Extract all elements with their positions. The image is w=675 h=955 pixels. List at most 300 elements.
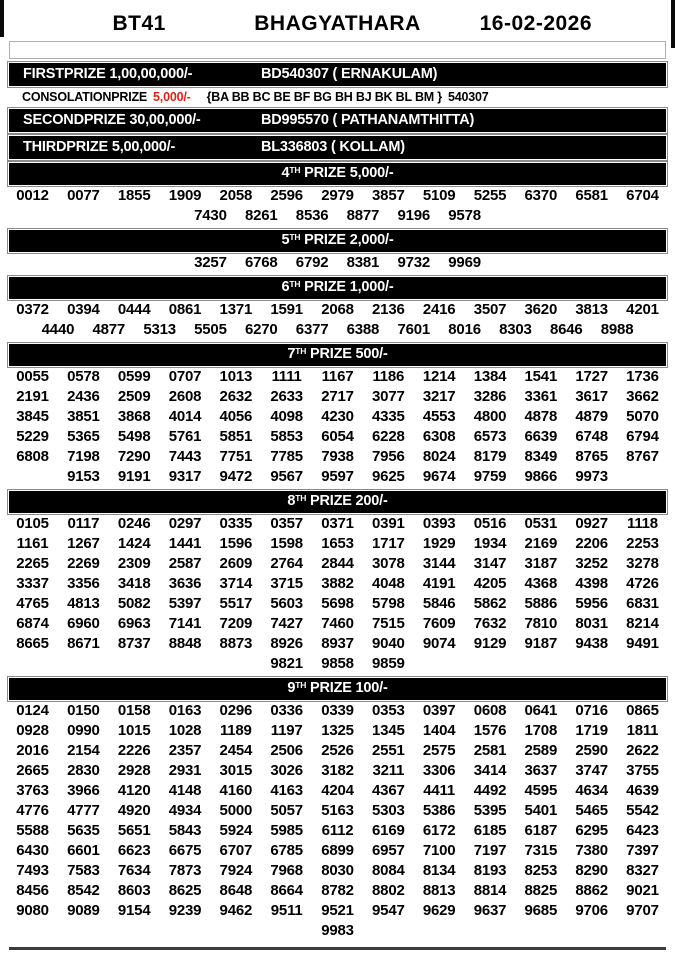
prize-number: 4879	[575, 408, 608, 425]
prize-number: 9625	[372, 468, 405, 485]
prize-number: 3857	[372, 187, 405, 204]
prize-number: 3418	[117, 575, 151, 592]
prize-number: 5401	[524, 802, 558, 819]
prize-number: 4160	[219, 782, 253, 799]
prize-number: 1811	[626, 722, 659, 739]
prize-number: 0339	[321, 702, 354, 719]
prize-number: 1708	[524, 722, 558, 739]
prize-number: 8988	[600, 321, 634, 338]
prize-number: 3620	[524, 301, 558, 318]
prize-number: 8926	[270, 635, 303, 652]
prize-number: 7427	[270, 615, 303, 632]
prize-number: 2633	[270, 388, 303, 405]
prize-number: 5698	[321, 595, 354, 612]
prize-ordinal: 7	[287, 346, 296, 362]
prize-number: 9866	[524, 468, 558, 485]
prize-number: 7493	[16, 862, 49, 879]
prize-number: 9567	[270, 468, 303, 485]
prize-number: 1186	[372, 368, 405, 385]
prize-number: 6573	[473, 428, 507, 445]
prize-number: 8664	[270, 882, 303, 899]
prize-number: 1111	[271, 368, 302, 385]
prize-number: 8084	[372, 862, 405, 879]
prize-number: 3845	[16, 408, 49, 425]
prize-number: 6963	[117, 615, 151, 632]
prize-section-header	[9, 230, 666, 252]
prize-number: 6808	[16, 448, 49, 465]
prize-ordinal-suffix: TH	[289, 165, 301, 175]
prize-number: 7609	[422, 615, 456, 632]
prize-number: 3187	[524, 555, 558, 572]
prize-number: 0394	[67, 301, 100, 318]
prize-number: 2253	[626, 535, 659, 552]
prize-number: 9637	[473, 902, 507, 919]
prize-number: 1576	[473, 722, 507, 739]
prize-number: 6899	[321, 842, 354, 859]
prize-number: 2136	[372, 301, 405, 318]
prize-number: 7938	[321, 448, 354, 465]
prize-number: 9597	[321, 468, 354, 485]
prize-number: 1727	[575, 368, 608, 385]
prize-number: 3015	[219, 762, 253, 779]
prize-number: 2622	[626, 742, 659, 759]
prize-number: 8193	[473, 862, 507, 879]
prize-number: 3077	[372, 388, 405, 405]
prize-number: 8765	[575, 448, 608, 465]
prize-number: 6792	[295, 254, 329, 271]
prize-number: 1909	[168, 187, 202, 204]
prize-number: 1189	[219, 722, 252, 739]
prize-number: 8030	[321, 862, 354, 879]
prize-number: 1197	[270, 722, 303, 739]
prize-number: 6228	[372, 428, 405, 445]
prize-number: 4634	[575, 782, 608, 799]
blank-strip	[9, 41, 666, 59]
prize-number: 4230	[321, 408, 354, 425]
second-prize-label: SECONDPRIZE 30,00,000/-	[23, 112, 201, 128]
prize-number: 5924	[219, 822, 253, 839]
prize-ordinal-suffix: TH	[295, 493, 307, 503]
prize-ordinal-suffix: TH	[289, 279, 301, 289]
prize-number: 8536	[295, 207, 329, 224]
prize-number: 8671	[67, 635, 100, 652]
prize-number: 5070	[626, 408, 659, 425]
prize-number: 7197	[473, 842, 507, 859]
prize-number: 1934	[473, 535, 507, 552]
prize-number: 4398	[575, 575, 608, 592]
consolation-number: 540307	[447, 90, 489, 104]
prize-number: 8648	[219, 882, 253, 899]
prize-number: 6172	[422, 822, 456, 839]
prize-number: 2509	[117, 388, 151, 405]
prize-number: 3147	[473, 555, 507, 572]
prize-number: 6704	[626, 187, 659, 204]
prize-number: 9317	[168, 468, 202, 485]
prize-number: 2665	[16, 762, 49, 779]
prize-title: PRIZE 100/-	[306, 680, 388, 696]
prize-number: 0158	[117, 702, 151, 719]
prize-number: 6185	[473, 822, 507, 839]
prize-number: 3747	[575, 762, 608, 779]
prize-number: 5635	[67, 822, 100, 839]
prize-number: 3211	[372, 762, 405, 779]
prize-section-header	[9, 163, 666, 185]
prize-number: 2830	[67, 762, 100, 779]
prize-number: 4148	[168, 782, 202, 799]
prize-number: 2717	[321, 388, 354, 405]
prize-number: 0861	[168, 301, 202, 318]
prize-title: PRIZE 2,000/-	[300, 232, 394, 248]
prize-number: 5761	[168, 428, 202, 445]
prize-number: 2589	[524, 742, 558, 759]
prize-number: 0372	[16, 301, 49, 318]
prize-number: 3361	[524, 388, 558, 405]
prize-number: 8261	[244, 207, 278, 224]
prize-number: 5163	[321, 802, 354, 819]
prize-number: 3507	[473, 301, 507, 318]
prize-number: 5853	[270, 428, 303, 445]
prize-number: 1214	[422, 368, 456, 385]
prize-number: 1384	[473, 368, 507, 385]
prize-number: 6748	[575, 428, 608, 445]
prize-number: 1591	[270, 301, 303, 318]
consolation-amount: 5,000/-	[153, 90, 191, 104]
prize-number: 0077	[67, 187, 100, 204]
prize-numbers-grid	[7, 253, 668, 273]
prize-number: 4639	[626, 782, 659, 799]
prize-number: 6639	[524, 428, 558, 445]
prize-number: 2226	[117, 742, 151, 759]
prize-number: 1598	[270, 535, 303, 552]
prize-number: 7601	[397, 321, 431, 338]
prize-number: 0865	[626, 702, 659, 719]
prize-number: 6295	[575, 822, 608, 839]
consolation-series: {BA BB BC BE BF BG BH BJ BK BL BM }	[206, 90, 442, 104]
prize-number: 9153	[67, 468, 100, 485]
prize-number: 6768	[244, 254, 278, 271]
prize-title: PRIZE 500/-	[306, 346, 388, 362]
prize-number: 2191	[16, 388, 49, 405]
prize-number: 8303	[499, 321, 532, 338]
prize-number: 3182	[321, 762, 354, 779]
prize-number: 9154	[117, 902, 151, 919]
prize-number: 7397	[626, 842, 659, 859]
prize-number: 7100	[422, 842, 456, 859]
prize-number: 1371	[219, 301, 253, 318]
prize-number: 1653	[321, 535, 354, 552]
prize-number: 0371	[321, 515, 354, 532]
prize-number: 5397	[168, 595, 202, 612]
prize-number: 8456	[16, 882, 49, 899]
prize-number: 9187	[524, 635, 558, 652]
prize-number: 9511	[270, 902, 303, 919]
prize-number: 2608	[168, 388, 202, 405]
prize-ordinal: 5	[281, 232, 290, 248]
prize-number: 3306	[422, 762, 456, 779]
prize-number: 4492	[473, 782, 507, 799]
prize-number: 6794	[626, 428, 659, 445]
prize-number: 8031	[575, 615, 608, 632]
prize-number: 2575	[422, 742, 456, 759]
prize-number: 4765	[16, 595, 49, 612]
prize-number: 5588	[16, 822, 49, 839]
prize-number: 4120	[117, 782, 151, 799]
prize-number: 6054	[321, 428, 354, 445]
prize-number: 8825	[524, 882, 558, 899]
prize-number: 5082	[117, 595, 151, 612]
prize-number: 4813	[67, 595, 100, 612]
prize-number: 2016	[16, 742, 49, 759]
prize-number: 4163	[270, 782, 303, 799]
prize-number: 0927	[575, 515, 608, 532]
lottery-name: BHAGYATHARA	[254, 12, 421, 35]
prize-number: 8327	[626, 862, 659, 879]
prize-number: 3966	[67, 782, 100, 799]
second-prize-bar	[9, 109, 666, 132]
prize-number: 5886	[524, 595, 558, 612]
prize-number: 5000	[219, 802, 253, 819]
prize-number: 4800	[473, 408, 507, 425]
prize-number: 8134	[422, 862, 456, 879]
prize-number: 2416	[422, 301, 456, 318]
prize-number: 5862	[473, 595, 507, 612]
prize-number: 2058	[219, 187, 253, 204]
prize-ordinal: 4	[281, 165, 290, 181]
prize-number: 9707	[626, 902, 659, 919]
prize-number: 3637	[524, 762, 558, 779]
prize-number: 0246	[117, 515, 151, 532]
prize-number: 7968	[270, 862, 303, 879]
prize-number: 7785	[270, 448, 303, 465]
prize-number: 1717	[372, 535, 405, 552]
prize-number: 0296	[219, 702, 253, 719]
prize-number: 8848	[168, 635, 202, 652]
prize-ordinal-suffix: TH	[295, 346, 307, 356]
prize-number: 1541	[524, 368, 558, 385]
prize-ordinal: 9	[287, 680, 296, 696]
prize-number: 4776	[16, 802, 49, 819]
prize-number: 8024	[422, 448, 456, 465]
prize-number: 6623	[117, 842, 151, 859]
prize-number: 4411	[423, 782, 456, 799]
prize-numbers-grid	[7, 367, 668, 487]
prize-title: PRIZE 1,000/-	[300, 279, 394, 295]
prize-number: 0124	[16, 702, 49, 719]
prize-number: 1167	[321, 368, 354, 385]
prize-number: 4048	[372, 575, 405, 592]
prize-number: 9859	[372, 655, 405, 672]
prize-number: 5956	[575, 595, 608, 612]
prize-number: 4098	[270, 408, 303, 425]
prize-title: PRIZE 200/-	[306, 493, 388, 509]
prize-number: 4553	[422, 408, 456, 425]
prize-number: 9706	[575, 902, 608, 919]
prize-number: 4877	[92, 321, 126, 338]
prize-number: 0599	[117, 368, 151, 385]
prize-number: 2265	[16, 555, 49, 572]
prize-number: 9239	[168, 902, 202, 919]
prize-numbers-grid	[7, 701, 668, 941]
bottom-divider	[9, 947, 666, 950]
draw-date: 16-02-2026	[479, 12, 593, 35]
prize-number: 8179	[473, 448, 507, 465]
prize-number: 3252	[575, 555, 608, 572]
prize-number: 2844	[321, 555, 354, 572]
prize-number: 9858	[321, 655, 354, 672]
prize-number: 8214	[626, 615, 659, 632]
prize-number: 2068	[321, 301, 354, 318]
prize-title: PRIZE 5,000/-	[300, 165, 394, 181]
prize-number: 0641	[524, 702, 558, 719]
prize-number: 1441	[168, 535, 202, 552]
prize-number: 2154	[67, 742, 100, 759]
prize-number: 4920	[117, 802, 151, 819]
prize-number: 0990	[67, 722, 100, 739]
prize-number: 0928	[16, 722, 49, 739]
prize-number: 6308	[422, 428, 456, 445]
prize-number: 6423	[626, 822, 659, 839]
prize-number: 1404	[422, 722, 456, 739]
prize-number: 3257	[194, 254, 227, 271]
prize-number: 0516	[473, 515, 507, 532]
prize-number: 3144	[422, 555, 456, 572]
prize-number: 9040	[372, 635, 405, 652]
prize-number: 8814	[473, 882, 507, 899]
prize-number: 0608	[473, 702, 507, 719]
prize-number: 3851	[67, 408, 100, 425]
prize-number: 0531	[524, 515, 558, 532]
prize-number: 3763	[16, 782, 49, 799]
prize-number: 2609	[219, 555, 253, 572]
prize-number: 8813	[422, 882, 456, 899]
prize-number: 4204	[321, 782, 354, 799]
prize-number: 7873	[168, 862, 202, 879]
lottery-code: BT41	[112, 12, 166, 35]
prize-sections	[0, 163, 675, 941]
prize-number: 8737	[117, 635, 151, 652]
prize-number: 0336	[270, 702, 303, 719]
prize-number: 9685	[524, 902, 558, 919]
prize-number: 2436	[67, 388, 100, 405]
prize-number: 4205	[473, 575, 507, 592]
prize-number: 6187	[524, 822, 558, 839]
prize-section-header	[9, 277, 666, 299]
prize-number: 0391	[372, 515, 405, 532]
prize-number: 9472	[219, 468, 253, 485]
prize-number: 7956	[372, 448, 405, 465]
prize-number: 6377	[295, 321, 329, 338]
prize-number: 0707	[168, 368, 202, 385]
prize-number: 2931	[168, 762, 202, 779]
prize-number: 0353	[372, 702, 405, 719]
prize-number: 6957	[372, 842, 405, 859]
prize-number: 1719	[575, 722, 608, 739]
prize-number: 8873	[219, 635, 253, 652]
prize-number: 4191	[422, 575, 456, 592]
prize-number: 9732	[397, 254, 431, 271]
prize-number: 6270	[244, 321, 278, 338]
prize-number: 6707	[219, 842, 253, 859]
prize-number: 1736	[626, 368, 659, 385]
prize-number: 3813	[575, 301, 608, 318]
prize-number: 3715	[270, 575, 303, 592]
prize-number: 0397	[422, 702, 456, 719]
scan-edge-artifact-left	[0, 0, 4, 37]
prize-number: 2526	[321, 742, 354, 759]
prize-number: 4777	[67, 802, 100, 819]
prize-number: 7443	[168, 448, 202, 465]
prize-number: 4934	[168, 802, 202, 819]
prize-number: 5505	[194, 321, 227, 338]
prize-number: 2169	[524, 535, 558, 552]
prize-ordinal-suffix: TH	[295, 680, 307, 690]
prize-number: 3414	[473, 762, 507, 779]
prize-number: 1161	[16, 535, 49, 552]
prize-number: 5313	[143, 321, 176, 338]
prize-number: 6785	[270, 842, 303, 859]
prize-numbers-grid	[7, 300, 668, 340]
prize-number: 7209	[219, 615, 253, 632]
prize-section-header	[9, 678, 666, 700]
prize-number: 3714	[219, 575, 253, 592]
prize-number: 9759	[473, 468, 507, 485]
prize-number: 9821	[270, 655, 303, 672]
prize-ordinal-suffix: TH	[289, 232, 301, 242]
prize-number: 5603	[270, 595, 303, 612]
prize-section-header	[9, 344, 666, 366]
prize-number: 2454	[219, 742, 253, 759]
prize-number: 5651	[117, 822, 151, 839]
prize-number: 2928	[117, 762, 151, 779]
prize-number: 3662	[626, 388, 659, 405]
prize-number: 4014	[168, 408, 202, 425]
prize-number: 9973	[575, 468, 608, 485]
prize-number: 8646	[549, 321, 583, 338]
prize-number: 6581	[575, 187, 608, 204]
prize-number: 5798	[372, 595, 405, 612]
prize-section-header	[9, 491, 666, 513]
prize-number: 7290	[117, 448, 151, 465]
prize-numbers-grid	[7, 514, 668, 674]
prize-number: 2590	[575, 742, 608, 759]
page-title	[0, 0, 675, 38]
prize-number: 8290	[575, 862, 608, 879]
prize-number: 1118	[627, 515, 658, 532]
prize-number: 5229	[16, 428, 49, 445]
third-prize-label: THIRDPRIZE 5,00,000/-	[23, 139, 176, 155]
prize-number: 6831	[626, 595, 659, 612]
prize-number: 9969	[448, 254, 481, 271]
prize-number: 3337	[16, 575, 49, 592]
prize-number: 5498	[117, 428, 151, 445]
prize-number: 6430	[16, 842, 49, 859]
prize-number: 5985	[270, 822, 303, 839]
prize-number: 0012	[16, 187, 49, 204]
prize-number: 3356	[67, 575, 100, 592]
prize-ordinal: 6	[281, 279, 290, 295]
prize-number: 8767	[626, 448, 659, 465]
prize-number: 5517	[219, 595, 253, 612]
prize-number: 9521	[321, 902, 354, 919]
prize-number: 4726	[626, 575, 659, 592]
prize-number: 7460	[321, 615, 354, 632]
prize-number: 9191	[117, 468, 151, 485]
prize-number: 5851	[219, 428, 253, 445]
prize-number: 8253	[524, 862, 558, 879]
prize-number: 8665	[16, 635, 49, 652]
prize-number: 7141	[168, 615, 202, 632]
prize-number: 4335	[372, 408, 405, 425]
